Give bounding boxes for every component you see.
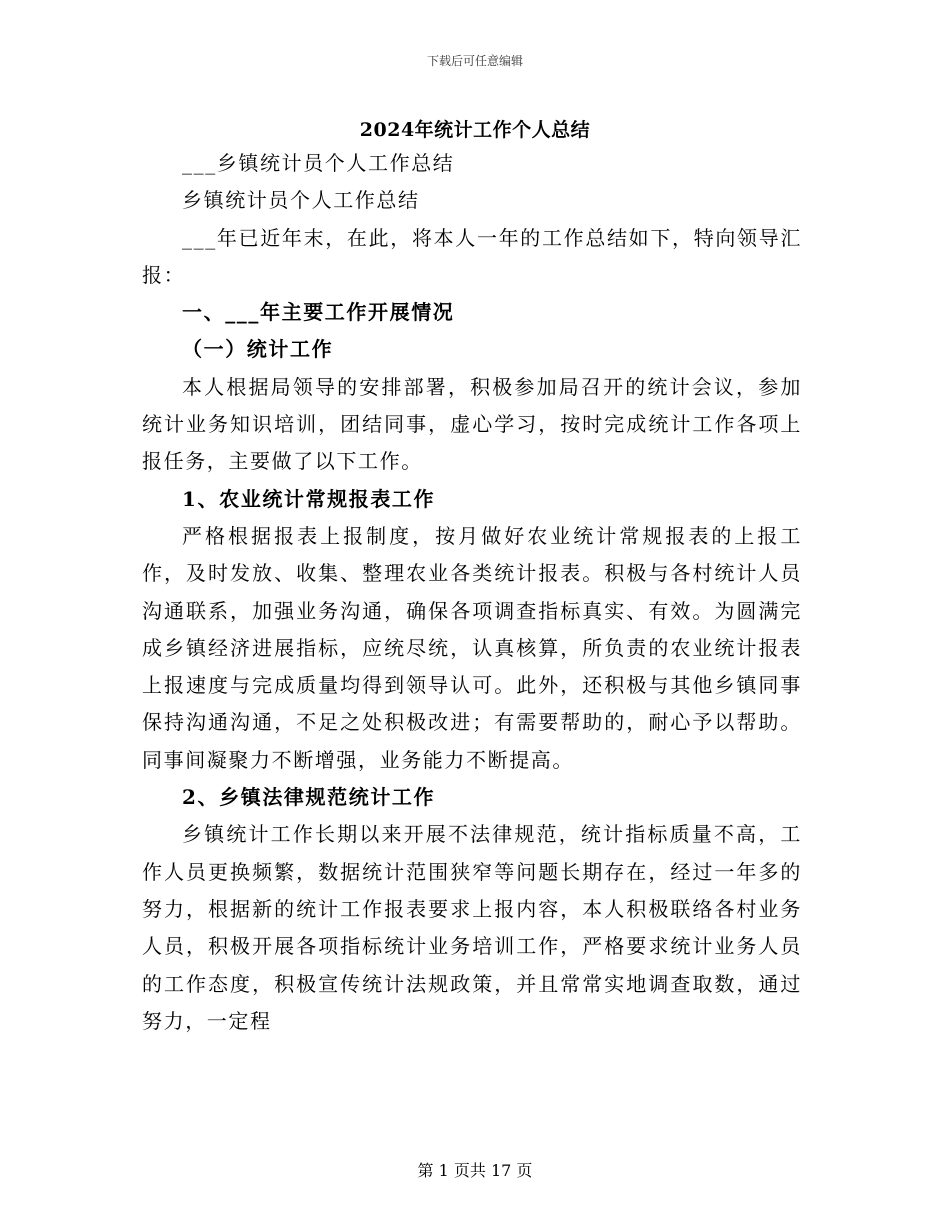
document-title: 2024年统计工作个人总结 (359, 119, 591, 141)
item-heading: 1、农业统计常规报表工作 (182, 486, 436, 511)
subtitle-line: 乡镇统计员个人工作总结 (182, 188, 420, 213)
document-body (142, 145, 802, 1040)
body-paragraph: 乡镇统计工作长期以来开展不法律规范，统计指标质量不高，工作人员更换频繁，数据统计范围狭窄等问题长期存在，经过一年多的努力，根据新的统计工作报表要求上报内容，本人积极联络各村业务人员，积极开展各项指标统计业务培训工作，严格要求统计业务人员的工作态度，积极宣传统计法规政策，并且常常实地调查取数，通过努力，一定程 (142, 822, 802, 1033)
item-heading: 2、乡镇法律规范统计工作 (182, 785, 436, 810)
body-paragraph: 本人根据局领导的安排部署，积极参加局召开的统计会议，参加统计业务知识培训，团结同事，虚心学习，按时完成统计工作各项上报任务，主要做了以下工作。 (142, 374, 802, 474)
intro-paragraph: ___年已近年末，在此，将本人一年的工作总结如下，特向领导汇报： (142, 225, 802, 287)
subsection-heading: （一）统计工作 (182, 337, 334, 362)
page-number: 第 1 页共 17 页 (417, 1161, 533, 1180)
section-heading: 一、___年主要工作开展情况 (182, 300, 455, 325)
body-paragraph: 严格根据报表上报制度，按月做好农业统计常规报表的上报工作，及时发放、收集、整理农业各类统计报表。积极与各村统计人员沟通联系，加强业务沟通，确保各项调查指标真实、有效。为圆满完成乡镇经济进展指标，应统尽统，认真核算，所负责的农业统计报表上报速度与完成质量均得到领导认可。此外，还积极与其他乡镇同事保持沟通沟通，不足之处积极改进；有需要帮助的，耐心予以帮助。同事间凝聚力不断增强，业务能力不断提高。 (142, 523, 802, 772)
subtitle-line: ___乡镇统计员个人工作总结 (182, 151, 455, 175)
page-header-note: 下载后可任意编辑 (426, 54, 523, 68)
